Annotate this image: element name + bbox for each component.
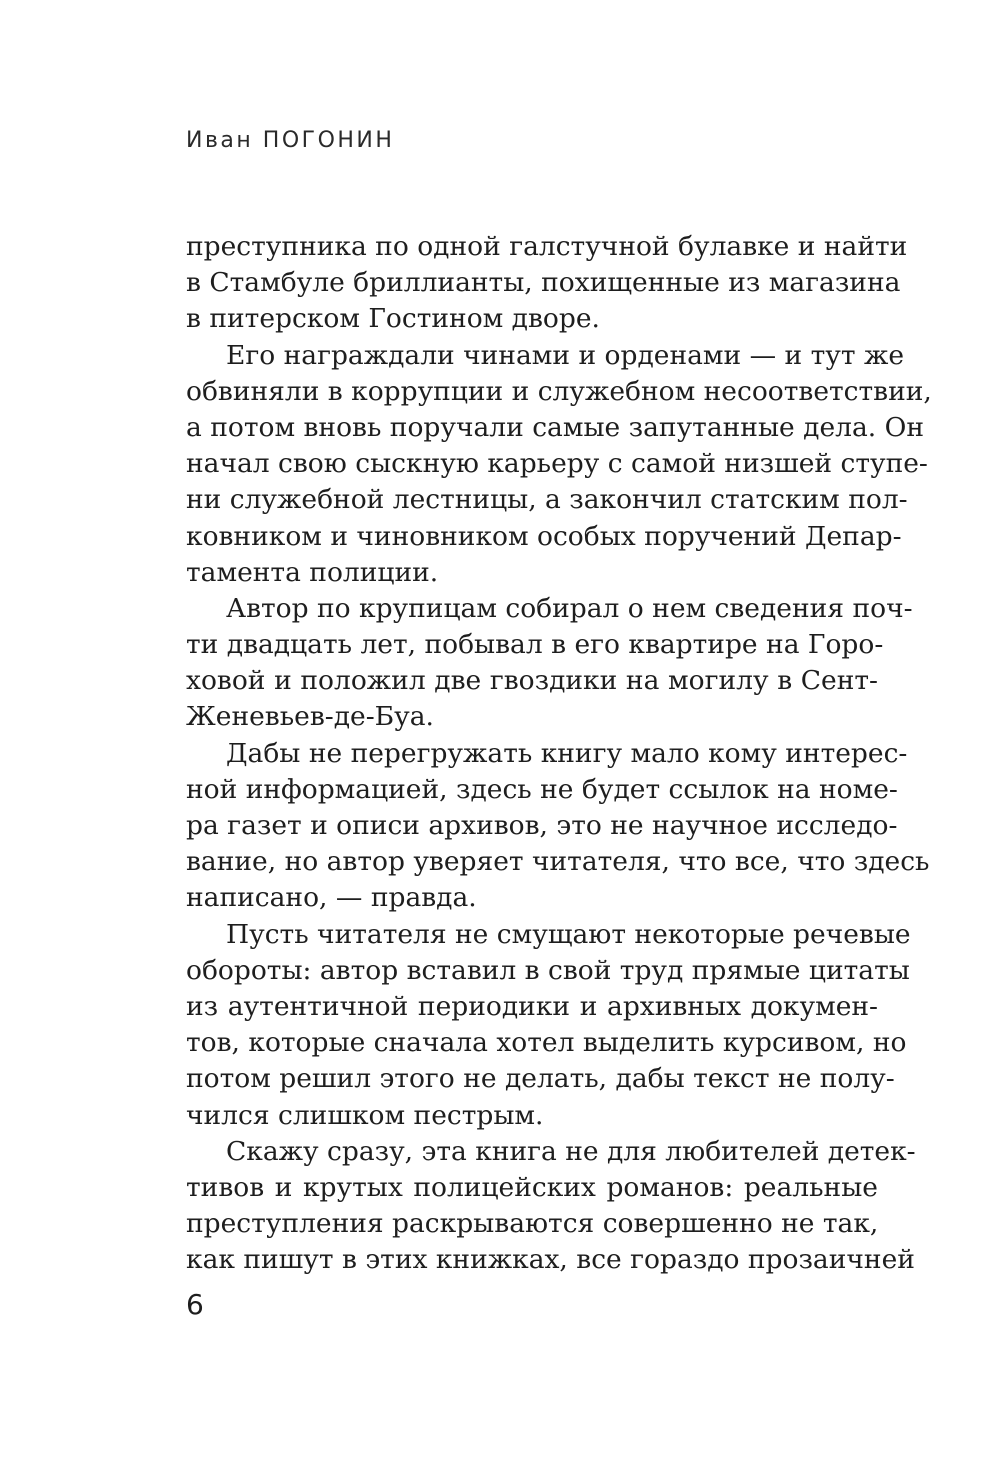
- text-line: ховой и положил две гвоздики на могилу в Сент-: [186, 665, 878, 697]
- paragraph: [186, 736, 930, 917]
- text-line: тов, которые сначала хотел выделить курсивом, но: [186, 1027, 907, 1059]
- text-line: ной информацией, здесь не будет ссылок на номе-: [186, 773, 898, 805]
- text-line: обороты: автор вставил в свой труд прямые цитаты: [186, 954, 910, 986]
- text-line: вание, но автор уверяет читателя, что все, что здесь: [186, 846, 930, 878]
- body-text: [186, 229, 932, 1278]
- text-line: написано, — правда.: [186, 882, 477, 914]
- paragraph: [186, 1134, 916, 1279]
- text-line: в Стамбуле бриллианты, похищенные из магазина: [186, 267, 901, 299]
- text-line: тивов и крутых полицейских романов: реальные: [186, 1171, 878, 1203]
- paragraph: [186, 338, 932, 591]
- text-line: как пишут в этих книжках, все гораздо прозаичней: [186, 1244, 915, 1276]
- text-line: а потом вновь поручали самые запутанные дела. Он: [186, 411, 925, 443]
- text-line: ра газет и описи архивов, это не научное исследо-: [186, 810, 898, 841]
- text-line: Автор по крупицам собирал о нем сведения поч-: [226, 592, 913, 624]
- text-line: преступника по одной галстучной булавке и найти: [186, 231, 908, 262]
- text-line: Женевьев-де-Буа.: [186, 701, 434, 733]
- text-line: в питерском Гостином дворе.: [186, 303, 600, 335]
- page-number: 6: [186, 1288, 204, 1321]
- text-line: тамента полиции.: [186, 556, 439, 588]
- paragraph: [186, 591, 913, 736]
- paragraph: [186, 917, 911, 1134]
- running-head: [186, 128, 394, 153]
- text-line: Скажу сразу, эта книга не для любителей детек-: [226, 1135, 916, 1167]
- text-line: Дабы не перегружать книгу мало кому интерес-: [226, 737, 908, 769]
- text-line: Пусть читателя не смущают некоторые речевые: [226, 918, 911, 950]
- text-line: Его награждали чинами и орденами — и тут же: [226, 339, 905, 371]
- text-line: из аутентичной периодики и архивных докумен-: [186, 990, 878, 1022]
- text-line: чился слишком пестрым.: [186, 1099, 544, 1131]
- text-line: обвиняли в коррупции и служебном несоответствии,: [186, 375, 932, 407]
- text-line: потом решил этого не делать, дабы текст не полу-: [186, 1063, 895, 1095]
- text-line: ковником и чиновником особых поручений Депар-: [186, 520, 902, 552]
- author-last-name: ПОГОНИН: [262, 128, 395, 153]
- author-first-name: Иван: [186, 128, 254, 153]
- paragraph: [186, 229, 908, 338]
- text-line: ти двадцать лет, побывал в его квартире на Горо-: [186, 629, 884, 661]
- text-line: начал свою сыскную карьеру с самой низшей ступе-: [186, 448, 928, 480]
- text-line: преступления раскрываются совершенно не так,: [186, 1208, 879, 1240]
- text-line: ни служебной лестницы, а закончил статским пол-: [186, 484, 908, 516]
